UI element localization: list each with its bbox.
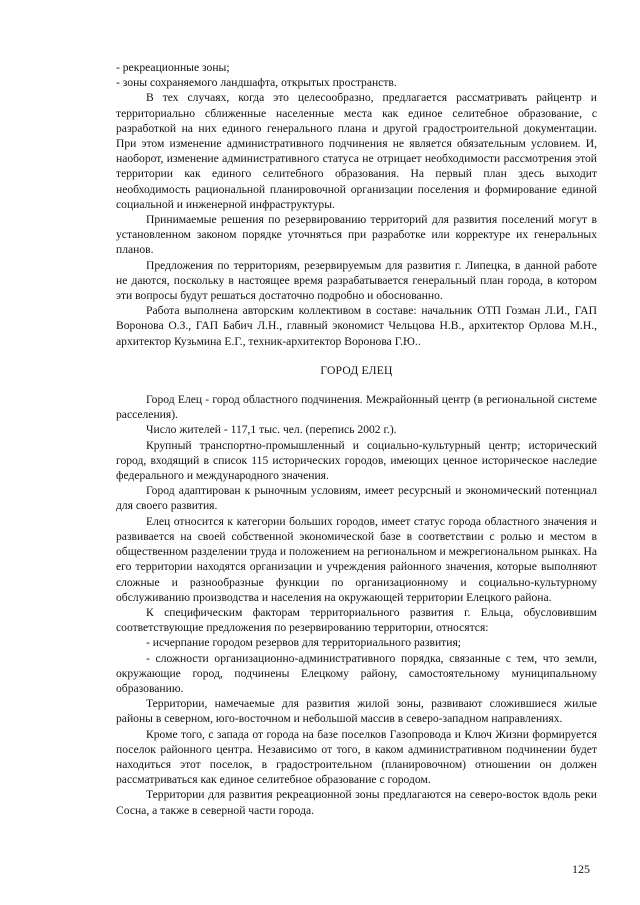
paragraph-factors: К специфическим факторам территориального развития г. Ельца, обусловившим соответствующие предложения по резервированию территории, относятся:: [116, 605, 597, 635]
list-item-administrative: - сложности организационно-административного порядка, связанные с тем, что земли, окружающие город, подчинены Елецкому району, самостоятельному муниципальному образованию.: [116, 651, 597, 695]
list-item-landscape: - зоны сохраняемого ландшафта, открытых пространств.: [116, 76, 397, 90]
list-item-recreation: - рекреационные зоны;: [116, 61, 230, 74]
paragraph-residential-zones: Территории, намечаемые для развития жилой зоны, развивают сложившиеся жилые районы в северном, юго-восточном и небольшой массив в северо-западном направлениях.: [116, 697, 597, 726]
paragraph-unified-settlement: В тех случаях, когда это целесообразно, предлагается рассматривать райцентр и территориально сближенные населенные места как единое селитебное образование, с разработкой на них единого генерального плана и другой градостроительной документации. При этом изменение административного подчинения не является обязательным условием. И, наоборот, изменение административного статуса не отрицает необходимости рассмотрения этой территории как единого селитебного образования. На первый план здесь выходит необходимость рациональной планировочной организации поселения и формирование единой социальной и инженерной инфраструктуры.: [116, 91, 597, 211]
page-number: 125: [572, 862, 590, 876]
paragraph-authors: Работа выполнена авторским коллективом в составе: начальник ОТП Гозман Л.И., ГАП Воронова О.З., ГАП Бабич Л.Н., главный экономист Чельцова Н.В., архитектор Орлова М.Н., архитектор Кузьмина Е.Г., техник-архитектор Воронова Г.Ю..: [116, 304, 597, 348]
paragraph-reservation-decisions: Принимаемые решения по резервированию территорий для развития поселений могут в установленном законом порядке уточняться при разработке или корректуре их генеральных планов.: [116, 213, 597, 257]
list-item-exhaustion: - исчерпание городом резервов для территориального развития;: [146, 636, 462, 650]
paragraph-population: Число жителей - 117,1 тыс. чел. (перепись 2002 г.).: [146, 423, 397, 437]
paragraph-category: Елец относится к категории больших городов, имеет статус города областного значения и развивается на своей собственной экономической базе в соответствии с ролью и местом в общественном разделении труда и положением на региональном и межрегиональном рынках. На его территории находятся организации и учреждения районного значения, которые выполняют сложные и разнообразные функции по организационному и социально-культурному обслуживанию производства и населения на окружающей территории Елецкого района.: [116, 514, 597, 604]
paragraph-market: Город адаптирован к рыночным условиям, имеет ресурсный и экономический потенциал для своего развития.: [116, 484, 597, 513]
paragraph-district-settlement: Кроме того, с запада от города на базе поселков Газопровода и Ключ Жизни формируется поселок районного центра. Независимо от того, в каком административном подчинении будет находиться этот поселок, в градостроительном (планировочном) отношении он должен рассматриваться как единое селитебное образование с городом.: [116, 727, 597, 787]
document-page: [116, 60, 597, 818]
paragraph-status: Город Елец - город областного подчинения. Межрайонный центр (в региональной системе расселения).: [116, 393, 597, 422]
paragraph-recreation-zone: Территории для развития рекреационной зоны предлагаются на северо-восток вдоль реки Сосна, а также в северной части города.: [116, 788, 597, 817]
section-title: ГОРОД ЕЛЕЦ: [320, 363, 393, 377]
paragraph-historic-city: Крупный транспортно-промышленный и социально-культурный центр; исторический город, входящий в список 115 исторических городов, имеющих ценное историческое наследие федерального и международного значения.: [116, 438, 597, 483]
paragraph-lipetsk: Предложения по территориям, резервируемым для развития г. Липецка, в данной работе не даются, поскольку в настоящее время разрабатывается генеральный план города, в котором эти вопросы будут решаться достаточно подробно и обоснованно.: [116, 258, 597, 303]
